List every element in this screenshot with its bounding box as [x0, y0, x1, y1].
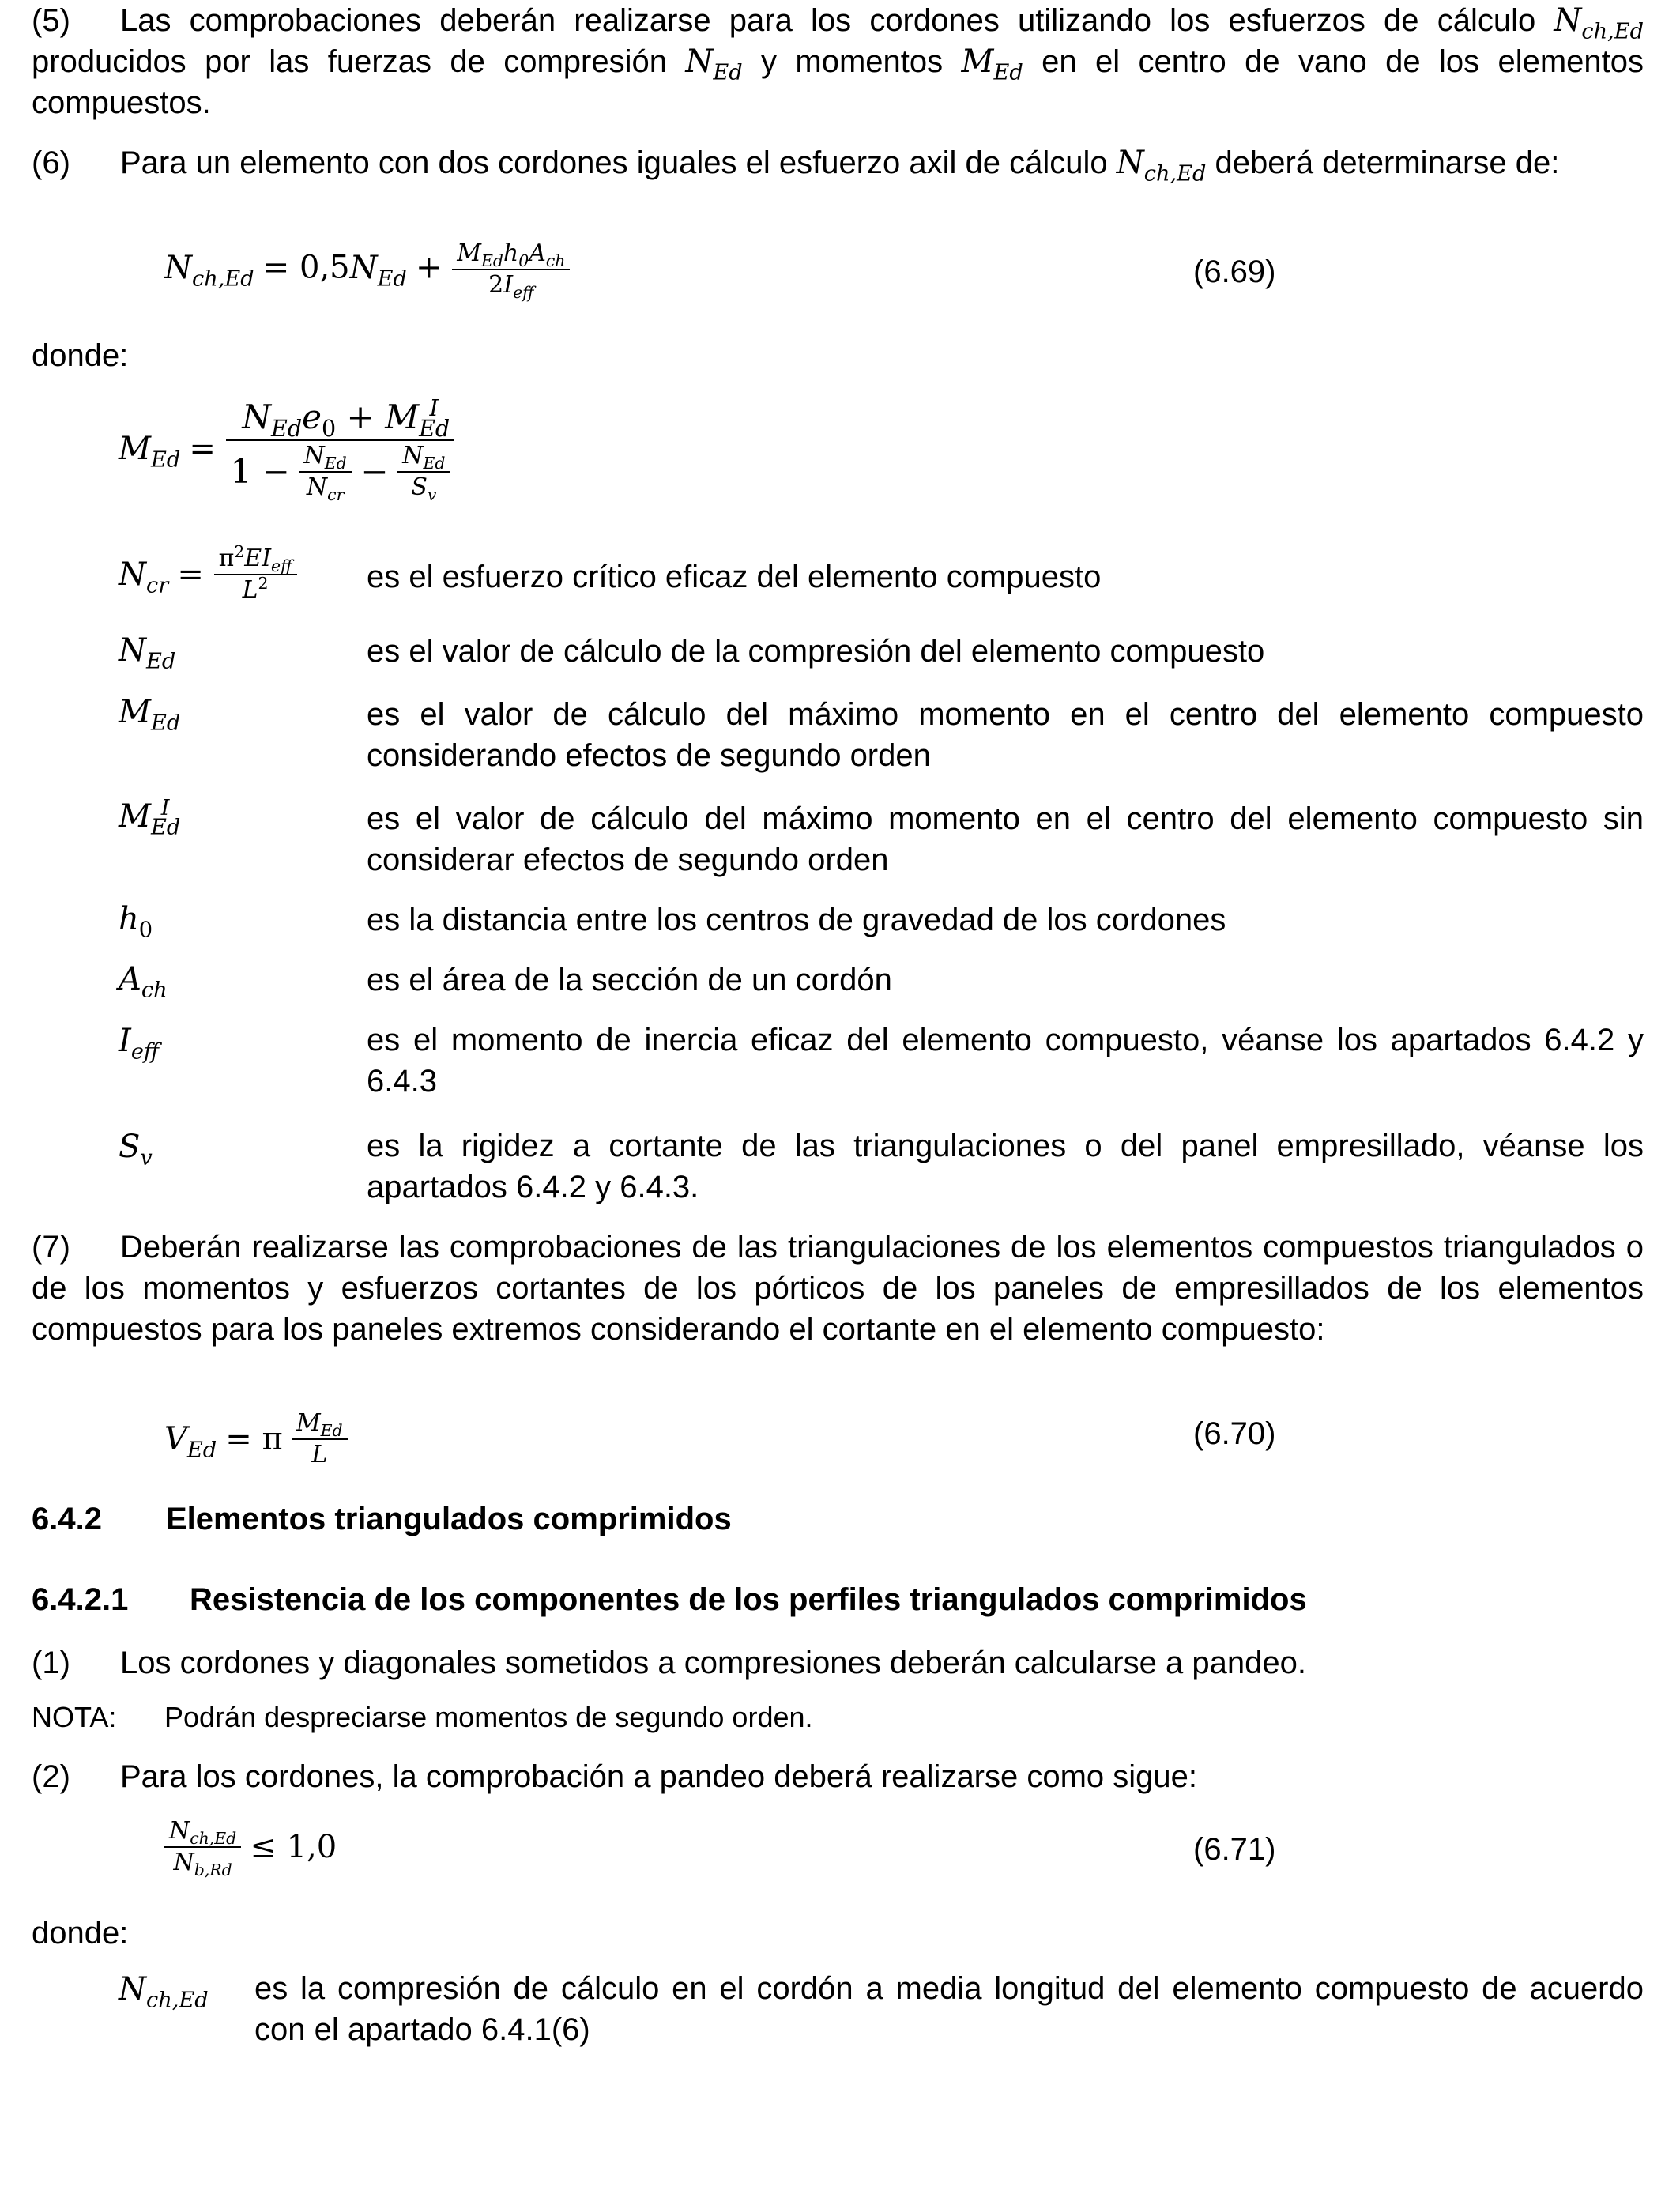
math-ned: $N_{Ed}$	[685, 43, 743, 85]
equation-6-70: $V_{Ed} = \pi$ $\frac{M_{Ed}}{L}$	[164, 1408, 348, 1470]
paragraph-number: (6)	[32, 145, 70, 180]
donde-label: donde:	[32, 338, 129, 373]
paragraph-number: (2)	[32, 1759, 70, 1794]
math-med: $M_{Ed}$	[961, 43, 1023, 85]
definition-ieff: es el momento de inercia eficaz del elemento compuesto, véanse los apartados 6.4.2 y 6.4.3	[367, 1023, 1644, 1099]
definition-nched: es la compresión de cálculo en el cordón a media longitud del elemento compuesto de acuerdo con el apartado 6.4.1(6)	[254, 1971, 1644, 2047]
symbol-ncr: $N_{cr}$ = $\frac{\pi^2EI_{eff}}{L^2}$	[119, 544, 297, 605]
definition-med-i: es el valor de cálculo del máximo momento en el centro del elemento compuesto sin considerar efectos de segundo orden	[367, 801, 1644, 877]
symbol-nched: $N_{ch,Ed}$	[119, 1971, 209, 2013]
definition-ned: es el valor de cálculo de la compresión del elemento compuesto	[367, 634, 1265, 669]
math-nched: $N_{ch,Ed}$	[1554, 2, 1644, 44]
paragraph-1: (1) Los cordones y diagonales sometidos a compresiones deberán calcularse a pandeo.	[32, 1642, 1644, 1683]
fraction: $\frac{M_{Ed}h_0A_{ch}}{2I_{eff}}$	[452, 239, 570, 300]
definition-sv: es la rigidez a cortante de las triangulaciones o del panel empresillado, véanse los apartados 6.4.2 y 6.4.3.	[367, 1129, 1644, 1204]
paragraph-number: (1)	[32, 1646, 70, 1680]
definition-ach: es el área de la sección de un cordón	[367, 963, 892, 997]
fraction: $\frac{\pi^2EI_{eff}}{L^2}$	[214, 544, 297, 605]
paragraph-6: (6) Para un elemento con dos cordones iguales el esfuerzo axil de cálculo $N_{ch,Ed}$ deberá determinarse de:	[32, 142, 1644, 183]
equation-6-71: $\frac{N_{ch,Ed}}{N_{b,Rd}}$ ≤ 1,0	[164, 1816, 337, 1878]
note: NOTA: Podrán despreciarse momentos de segundo orden.	[32, 1701, 813, 1733]
fraction: $N_{Ed}e_0 + M_{Ed}^I$ 1 − $\frac{N_{Ed}}{N_{cr}}$ − $\frac{N_{Ed}}{S_v}$	[226, 395, 455, 503]
paragraph-number: (7)	[32, 1230, 70, 1265]
paragraph-7: (7) Deberán realizarse las comprobaciones de las triangulaciones de los elementos compuestos triangulados o de los momentos y esfuerzos cortantes de los pórticos de los paneles de empresillados de los elementos compuestos para los paneles extremos considerando el cortante en el elemento compuesto:	[32, 1227, 1644, 1350]
paragraph-2: (2) Para los cordones, la comprobación a pandeo deberá realizarse como sigue:	[32, 1756, 1644, 1797]
symbol-h0: $h_0$	[119, 901, 153, 943]
symbol-ned: $N_{Ed}$	[119, 632, 176, 674]
section-heading-6-4-2: 6.4.2 Elementos triangulados comprimidos	[32, 1502, 732, 1536]
symbol-sv: $S_v$	[119, 1129, 153, 1171]
section-heading-6-4-2-1: 6.4.2.1 Resistencia de los componentes de los perfiles triangulados comprimidos	[32, 1582, 1307, 1617]
fraction: $\frac{N_{ch,Ed}}{N_{b,Rd}}$	[164, 1816, 241, 1878]
definition-ncr: es el esfuerzo crítico eficaz del elemento compuesto	[367, 560, 1102, 594]
definition-med: es el valor de cálculo del máximo momento en el centro del elemento compuesto considerando efectos de segundo orden	[367, 697, 1644, 773]
paragraph-5: (5) Las comprobaciones deberán realizarse para los cordones utilizando los esfuerzos de cálculo $N_{ch,Ed}$ producidos por las fuerzas de compresión $N_{Ed}$ y momentos $M_{Ed}$ en el centro de vano de los elementos compuestos.	[32, 0, 1644, 123]
symbol-ieff: $I_{eff}$	[119, 1023, 160, 1065]
symbol-ach: $A_{ch}$	[119, 961, 168, 1003]
symbol-med-i: $M_{Ed}^I$	[119, 796, 181, 840]
equation-6-69: $N_{ch,Ed} = 0,5N_{Ed}$ + $\frac{M_{Ed}h_0A_{ch}}{2I_{eff}}$	[164, 239, 570, 300]
paragraph-number: (5)	[32, 3, 70, 38]
symbol-med: $M_{Ed}$	[119, 694, 181, 736]
equation-number: (6.71)	[1193, 1832, 1276, 1867]
equation-med: $M_{Ed}$ = $N_{Ed}e_0 + M_{Ed}^I$ 1 − $\frac{N_{Ed}}{N_{cr}}$ − $\frac{N_{Ed}}{S_v}$	[119, 395, 454, 503]
fraction: $\frac{M_{Ed}}{L}$	[292, 1408, 348, 1470]
equation-number: (6.69)	[1193, 254, 1276, 289]
definition-h0: es la distancia entre los centros de gravedad de los cordones	[367, 903, 1226, 937]
equation-number: (6.70)	[1193, 1416, 1276, 1451]
donde-label: donde:	[32, 1916, 129, 1951]
math-nched: $N_{ch,Ed}$	[1116, 145, 1207, 187]
